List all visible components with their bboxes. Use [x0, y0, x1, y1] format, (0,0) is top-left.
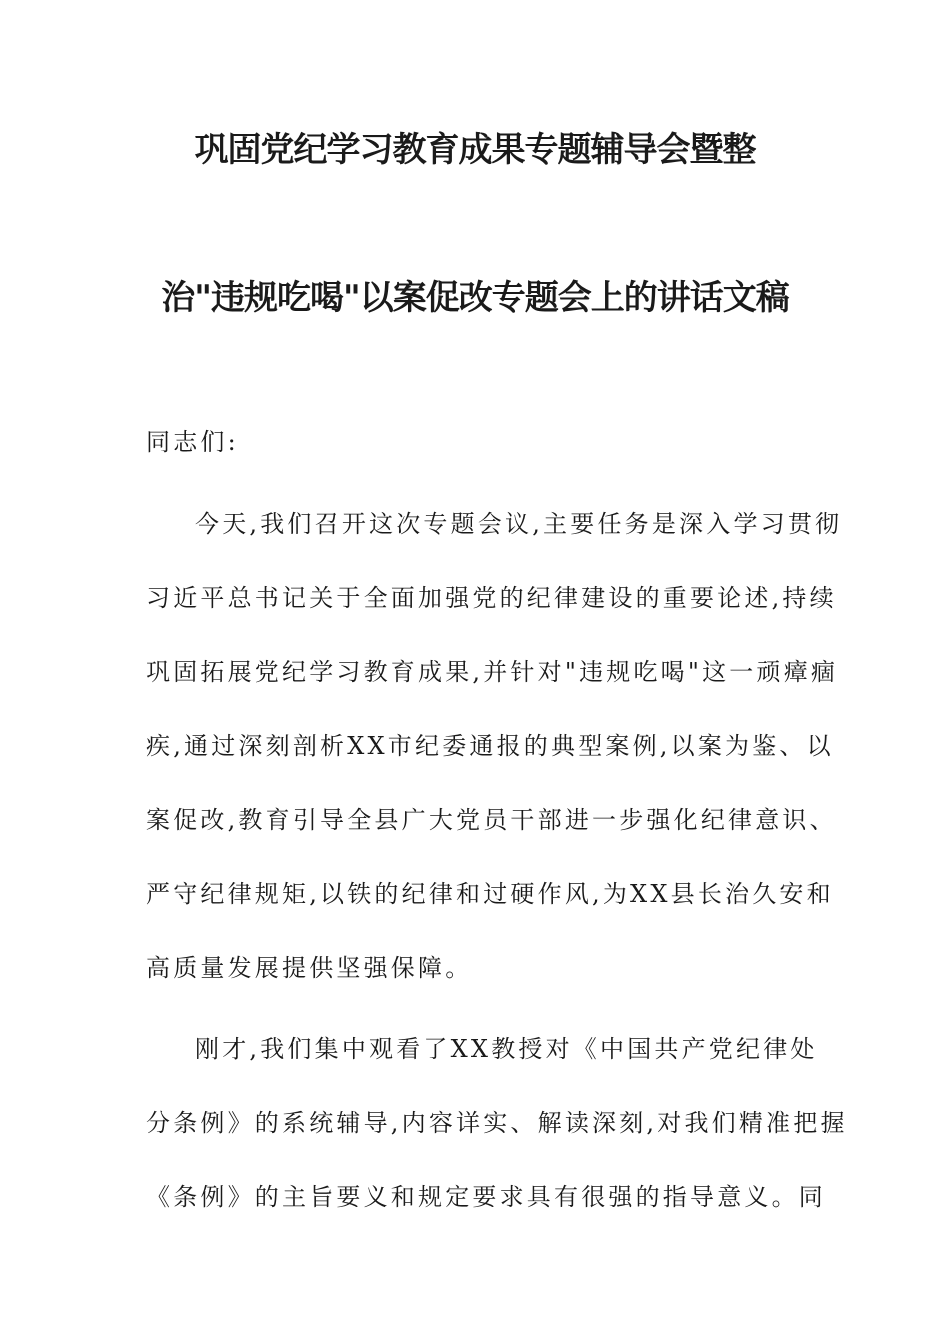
title-line-2: 治"违规吃喝"以案促改专题会上的讲话文稿 — [161, 278, 789, 318]
paragraph-1-line: 习近平总书记关于全面加强党的纪律建设的重要论述,持续 — [146, 584, 837, 612]
paragraph-2-line: 刚才,我们集中观看了XX教授对《中国共产党纪律处 — [195, 1035, 818, 1063]
salutation: 同志们: — [146, 428, 239, 456]
paragraph-2-line: 《条例》的主旨要义和规定要求具有很强的指导意义。同 — [146, 1183, 826, 1211]
paragraph-1-line: 疾,通过深刻剖析XX市纪委通报的典型案例,以案为鉴、以 — [146, 732, 834, 760]
paragraph-1-line: 高质量发展提供坚强保障。 — [146, 954, 473, 982]
paragraph-1-line: 巩固拓展党纪学习教育成果,并针对"违规吃喝"这一顽瘴痼 — [146, 658, 839, 686]
paragraph-1-line: 严守纪律规矩,以铁的纪律和过硬作风,为XX县长治久安和 — [146, 880, 834, 908]
title-line-1: 巩固党纪学习教育成果专题辅导会暨整 — [194, 130, 756, 170]
paragraph-1-line: 案促改,教育引导全县广大党员干部进一步强化纪律意识、 — [146, 806, 837, 834]
paragraph-1-line: 今天,我们召开这次专题会议,主要任务是深入学习贯彻 — [195, 510, 843, 538]
paragraph-2-line: 分条例》的系统辅导,内容详实、解读深刻,对我们精准把握 — [146, 1109, 848, 1137]
